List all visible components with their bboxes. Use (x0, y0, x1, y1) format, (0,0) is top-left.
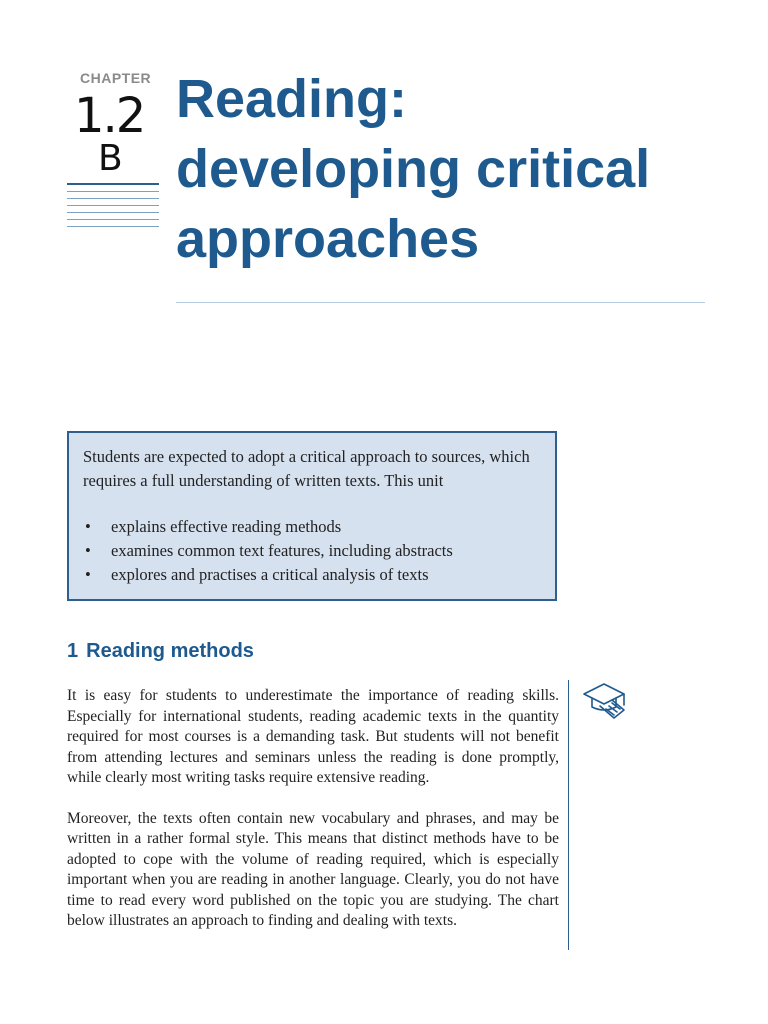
chapter-decorative-lines (67, 183, 159, 233)
summary-bullet: • explains effective reading methods (83, 515, 541, 539)
summary-bullet-list (83, 515, 541, 587)
section-title: Reading methods (86, 640, 254, 662)
chapter-number: 1.2 (74, 88, 145, 144)
summary-intro: Students are expected to adopt a critical approach to sources, which requires a full understanding of written texts. This unit (83, 447, 530, 490)
body-text (67, 686, 559, 952)
chapter-label: CHAPTER (80, 70, 152, 86)
chapter-letter: B (98, 138, 123, 179)
unit-summary-box (67, 431, 557, 601)
page-title (176, 64, 746, 274)
section-heading (67, 640, 254, 663)
margin-rule (568, 680, 569, 950)
graduation-cap-notes-icon (580, 678, 628, 722)
summary-bullet: • explores and practises a critical analysis of texts (83, 563, 541, 587)
summary-bullet: • examines common text features, including abstracts (83, 539, 541, 563)
section-number: 1 (67, 640, 79, 662)
title-line-3: approaches (176, 209, 480, 269)
title-line-1: Reading: (176, 69, 408, 129)
title-divider (176, 302, 705, 303)
title-line-2: developing critical (176, 139, 651, 199)
body-paragraph: Moreover, the texts often contain new vocabulary and phrases, and may be written in a rather formal style. This means that distinct methods have to be adopted to cope with the volume of reading required, which is especially important when you are reading in another language. Clearly, you do not have time to read every word published on the topic you are studying. The chart below illustrates an approach to finding and dealing with texts. (67, 809, 559, 929)
body-paragraph: It is easy for students to underestimate the importance of reading skills. Especially for international students, reading academic texts in the quantity required for most courses is a demanding task. But students will not benefit from attending lectures and seminars unless the reading is done promptly, while clearly most writing tasks require extensive reading. (67, 687, 559, 786)
